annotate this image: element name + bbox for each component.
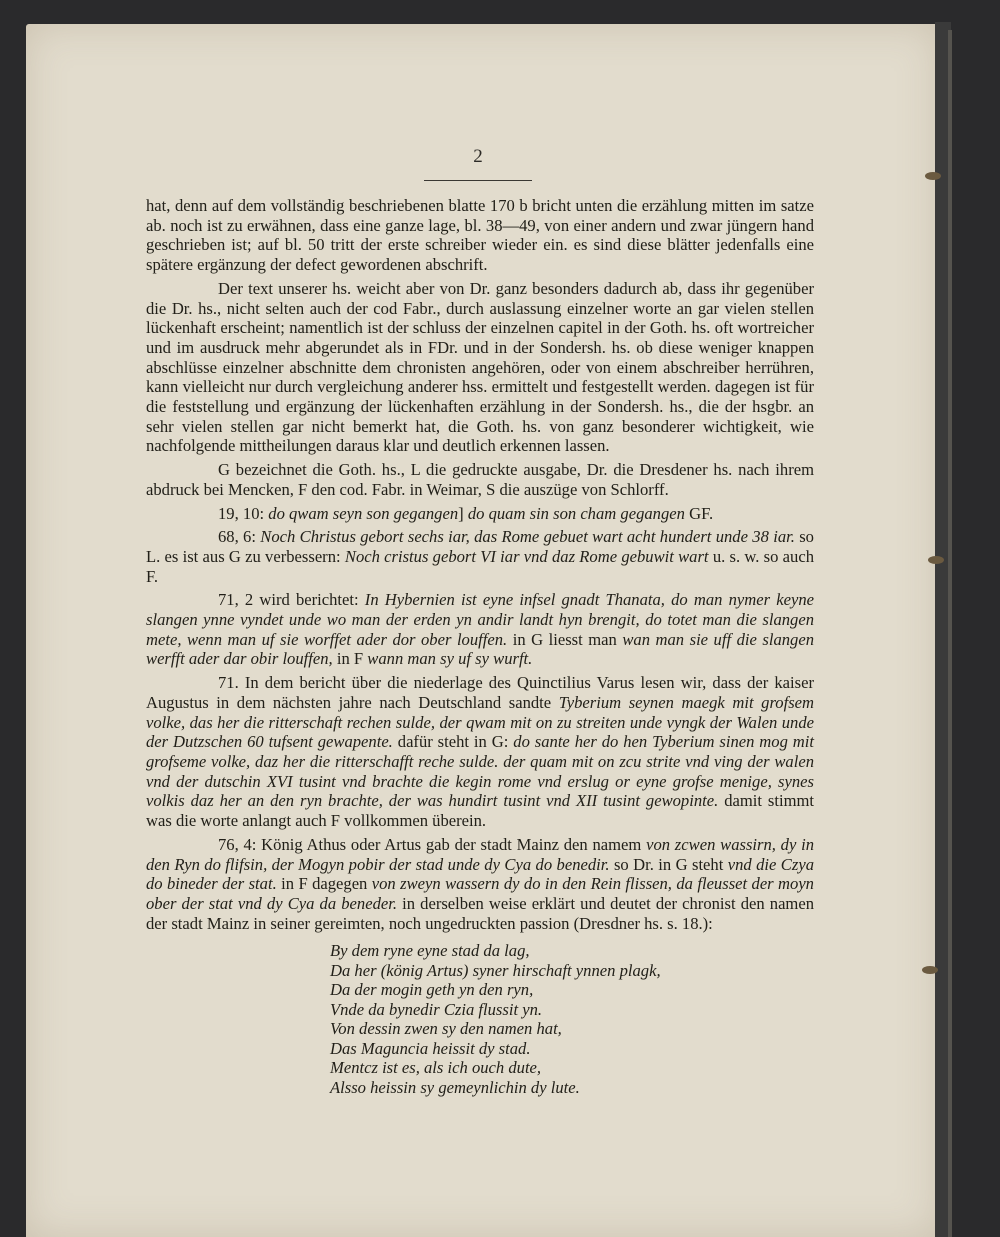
poem-line: Mentcz ist es, als ich ouch dute, (330, 1058, 542, 1078)
page-edge-inner (948, 30, 952, 1237)
paragraph: hat, denn auf dem vollständig beschriebenen blatte 170 b bricht unten die erzählung mitten im satze ab. noch ist zu erwähnen, dass eine ganze lage, bl. 38—49, von einer andern und zwar jüngern hand geschrieben ist; auf bl. 50 tritt der erste schreiber wieder ein. es sind diese blätter jedenfalls eine spätere ergänzung der defect gewordenen abschrift. (146, 196, 814, 275)
body-text (146, 196, 814, 1097)
poem-line: By dem ryne eyne stad da lag, (330, 941, 530, 961)
poem-line: Das Maguncia heissit dy stad. (330, 1038, 531, 1058)
binding-clip-icon (922, 966, 938, 974)
entry-71-varus: 71. In dem bericht über die niederlage des Quinctilius Varus lesen wir, dass der kaiser Augustus in dem nächsten jahre nach Deutschland sandte Tyberium seynen maegk mit grofsem volke, das her die ritterschaft rechen sulde, der qwam mit on zu streiten unde vyngk der Walen unde der Dutzschen 60 tufsent gewapente. dafür steht in G: do sante her do hen Tyberium sinen mog mit grofseme volke, daz her die ritterschafft reche sulde. der quam mit on zcu strite vnd ving der walen vnd der dutschin XVI tusint vnd brachte die kegin rome vnd erslug or eyne grofse menige, synes volkis daz her an den ryn brachte, der was hundirt tusint vnd XII tusint gewopinte. damit stimmt was die worte anlangt auch F vollkommen überein. (146, 673, 814, 831)
poem (330, 941, 814, 1097)
poem-line: Da her (könig Artus) syner hirschaft ynnen plagk, (330, 960, 661, 980)
entry-68-6: 68, 6: Noch Christus gebort sechs iar, das Rome gebuet wart acht hundert unde 38 iar. so L. es ist aus G zu verbessern: Noch cristus gebort VI iar vnd daz Rome gebuwit wart u. s. w. so auch F. (146, 527, 814, 586)
page-number: 2 (473, 146, 483, 167)
page-number-rule (424, 180, 532, 181)
poem-line: Da der mogin geth yn den ryn, (330, 980, 534, 1000)
poem-line: Vnde da bynedir Czia flussit yn. (330, 999, 543, 1019)
entry-19-10: 19, 10: do qwam seyn son gegangen] do quam sin son cham gegangen GF. (218, 503, 714, 523)
paragraph: G bezeichnet die Goth. hs., L die gedruckte ausgabe, Dr. die Dresdener hs. nach ihrem abdruck bei Mencken, F den cod. Fabr. in Weimar, S die auszüge von Schlorff. (146, 460, 814, 499)
paragraph: Der text unserer hs. weicht aber von Dr. ganz besonders dadurch ab, dass ihr gegenüber die Dr. hs., nicht selten auch der cod Fabr., durch auslassung einzelner worte an gar vielen stellen lückenhaft erscheint; namentlich ist der schluss der einzelnen capitel in der Goth. hs. oft wortreicher und im ausdruck mehr abgerundet als in FDr. und in der Sondersh. hs. ob diese weniger knappen abschlüsse einzelner abschnitte dem chronisten angehören, oder von einem abschreiber herrühren, kann vielleicht nur durch vergleichung anderer hss. ermittelt und festgestellt werden. dagegen ist für die feststellung und ergänzung der lückenhaften erzählung in der Sondersh. hs., die der hsgbr. an sehr vielen stellen gar nicht bemerkt hat, die Goth. hs. von ganz besonderer wichtigkeit, wie nachfolgende mittheilungen daraus klar und deutlich erkennen lassen. (146, 278, 814, 456)
binding-clip-icon (925, 172, 941, 180)
binding-clip-icon (928, 556, 944, 564)
entry-76-4: 76, 4: König Athus oder Artus gab der stadt Mainz den namem von zcwen wassirn, dy in den Ryn do flifsin, der Mogyn pobir der stad unde dy Cya do benedir. so Dr. in G steht vnd die Czya do bineder der stat. in F dagegen von zweyn wassern dy do in den Rein flissen, da fleusset der moyn ober der stat vnd dy Cya da beneder. in derselben weise erklärt und deutet der chronist den namen der stadt Mainz in seiner gereimten, noch ungedruckten passion (Dresdner hs. s. 18.): (146, 834, 815, 933)
poem-line: Von dessin zwen sy den namen hat, (330, 1019, 562, 1039)
poem-line: Alsso heissin sy gemeynlichin dy lute. (330, 1077, 580, 1097)
entry-71-2: 71, 2 wird berichtet: In Hybernien ist eyne infsel gnadt Thanata, do man nymer keyne slangen ynne vyndet unde wo man der erden yn andir landt hyn brengit, do totet man die slangen mete, wenn man uf sie worffet ader dor ober louffen. in G liesst man wan man sie uff die slangen werfft ader dar obir louffen, in F wann man sy uf sy wurft. (146, 590, 815, 669)
